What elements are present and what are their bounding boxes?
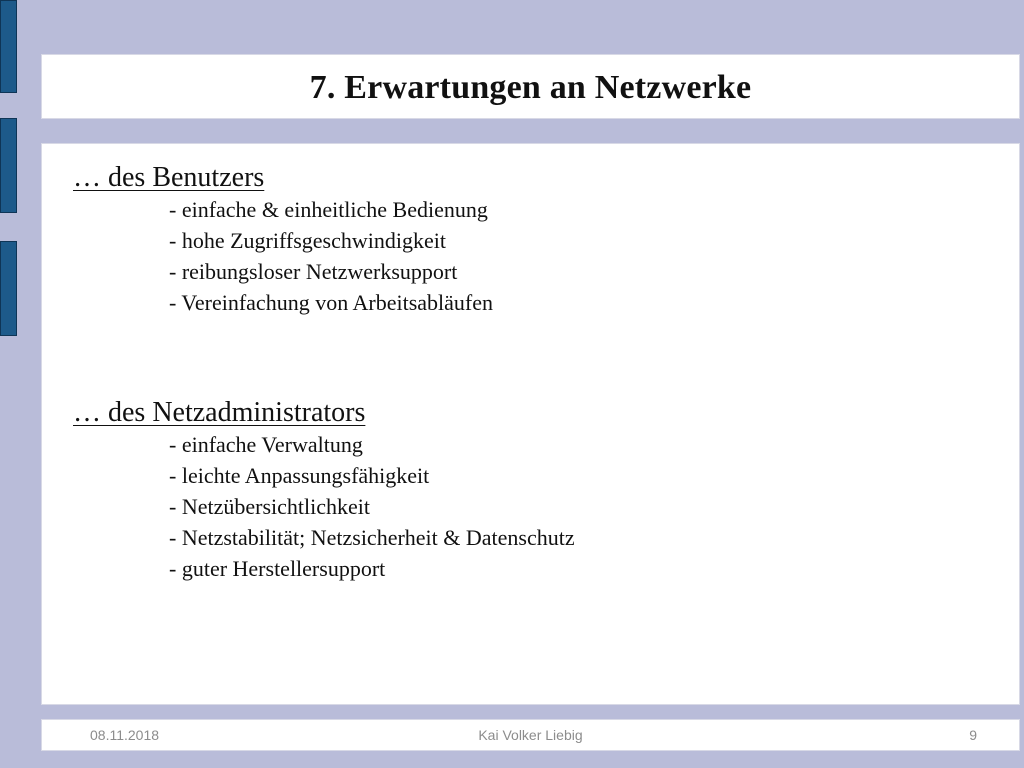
footer-date: 08.11.2018 (90, 727, 160, 743)
title-panel (41, 54, 1020, 119)
decor-bar-bottom (0, 241, 17, 336)
page-number: 9 (969, 727, 977, 743)
footer-panel (41, 719, 1020, 751)
decor-bar-top (0, 0, 17, 93)
bullet-item: - leichte Anpassungsfähigkeit (169, 463, 430, 488)
decor-bar-middle (0, 118, 17, 213)
section-admin (73, 397, 575, 584)
footer-author: Kai Volker Liebig (478, 727, 583, 743)
bullet-item: - einfache & einheitliche Bedienung (169, 197, 488, 222)
section-heading: … des Benutzers (73, 162, 265, 193)
section-user (73, 162, 493, 318)
bullet-item: - Vereinfachung von Arbeitsabläufen (169, 290, 493, 315)
bullet-item: - Netzübersichtlichkeit (169, 494, 370, 519)
bullet-item: - hohe Zugriffsgeschwindigkeit (169, 228, 446, 253)
bullet-item: - einfache Verwaltung (169, 432, 363, 457)
bullet-item: - guter Herstellersupport (169, 556, 386, 581)
bullet-list (73, 429, 575, 584)
section-heading: … des Netzadministrators (73, 397, 366, 428)
bullet-item: - Netzstabilität; Netzsicherheit & Datenschutz (169, 525, 575, 550)
bullet-list (73, 194, 493, 318)
content-panel (41, 143, 1020, 705)
bullet-item: - reibungsloser Netzwerksupport (169, 259, 458, 284)
slide-title: 7. Erwartungen an Netzwerke (309, 69, 752, 106)
